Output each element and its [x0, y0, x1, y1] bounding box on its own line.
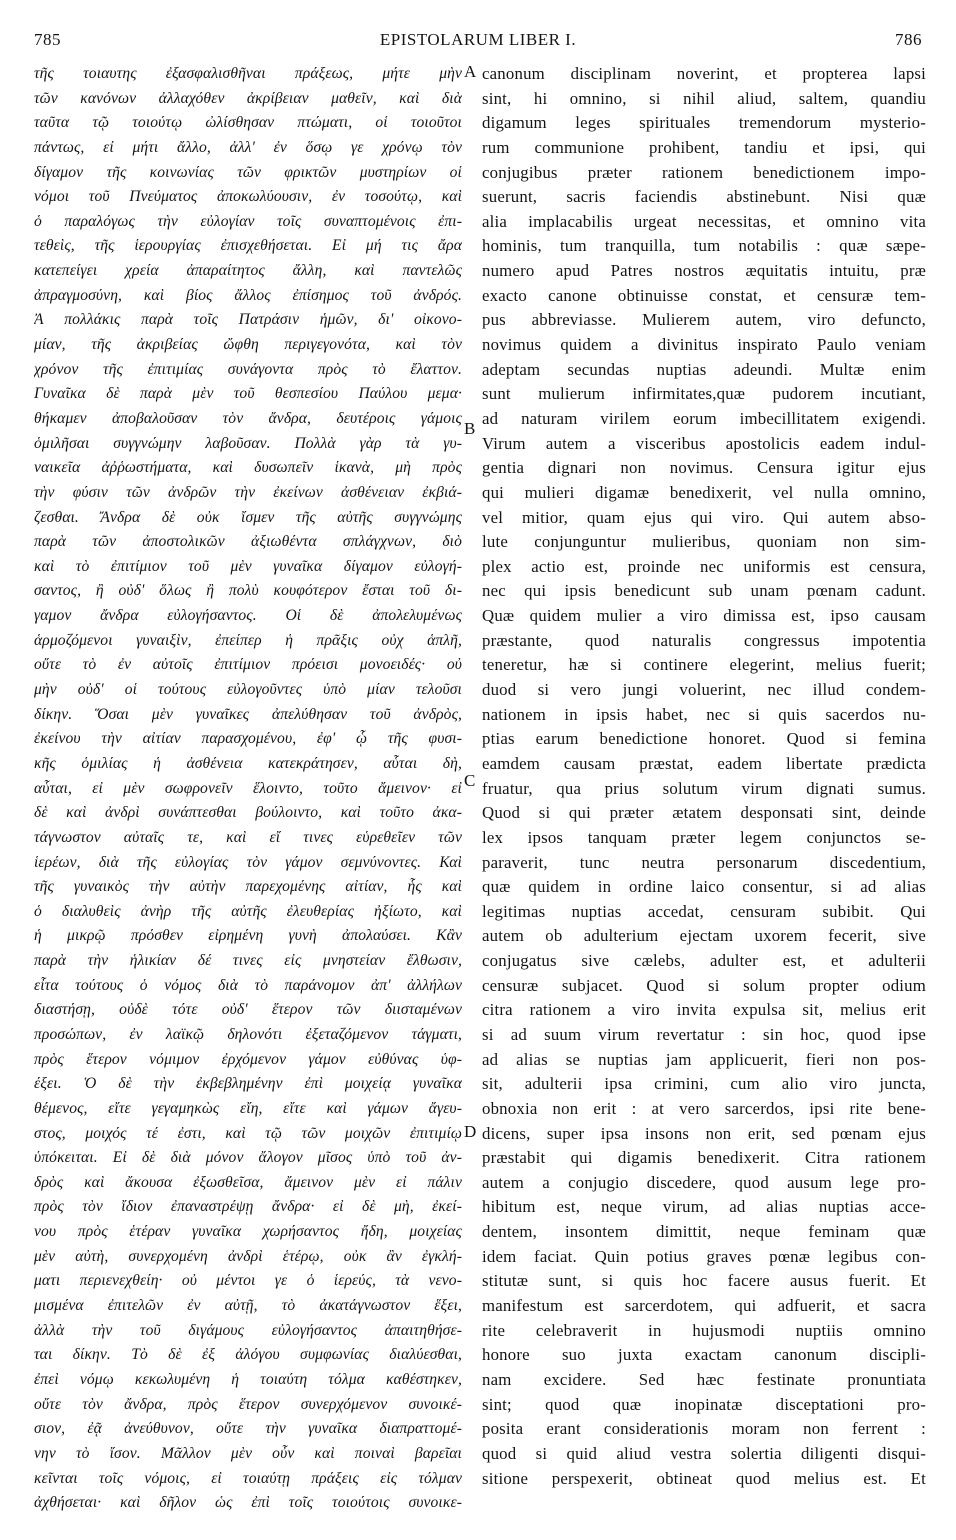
greek-text-line: διαστήσῃ, οὐδὲ τότε οὐδ' ἕτερον τῶν διισταμένων [34, 1001, 462, 1019]
latin-text-line: præstabit qui digamis benedixerit. Citra rationem [482, 1148, 926, 1168]
greek-text-line: ματι περιενεχθείη· οὐ μέντοι γε ὁ ἱερεύς, τὰ νενο- [34, 1272, 462, 1290]
latin-text-line: si ad suum virum revertatur : sin hoc, quod ipse [482, 1024, 926, 1044]
greek-text-line: μισμένα ἐπιτελῶν ἐν αὐτῇ, τὸ ἀκατάγνωστον ἕξει, [34, 1297, 462, 1315]
margin-letter-b: B [464, 419, 476, 438]
latin-text-line: conjugibus præter rationem benedictionem impo- [482, 162, 926, 182]
greek-text-line: δίγαμον τῆς κοινωνίας τῶν φρικτῶν μυστηρίων οἱ [34, 163, 462, 181]
greek-text-line: πάντως, εἰ μήτι ἄλλο, ἀλλ' ἐν ὅσῳ γε χρόνῳ τὸν [34, 138, 462, 156]
greek-text-line: κατεπείγει χρεία ἀπαραίτητος ἄλλη, καὶ παντελῶς [34, 262, 462, 280]
latin-text-line: dentem, insontem dimittit, neque feminam quæ [482, 1222, 926, 1242]
latin-text-line: conjugatus sive cælebs, adulter est, et adulterii [482, 951, 926, 971]
latin-text-line: stitutæ sunt, si quis hoc facere ausus fuerit. Et [482, 1271, 926, 1291]
greek-text-line: ται δίκην. Τὸ δὲ ἐξ ἀλόγου συμφωνίας διαλύεσθαι, [34, 1346, 462, 1364]
latin-text-line: autem ob adulterium ejectam uxorem fecerit, sive [482, 926, 926, 946]
latin-text-line: sint; quod quæ inopinatæ disceptationi pro- [482, 1394, 926, 1414]
latin-text-line: gentia dignari non novimus. Censura igitur ejus [482, 458, 926, 478]
latin-text-line: honore suo juxta exactam canonum discipli- [482, 1345, 926, 1365]
latin-text-line: rite celebraverit in hujusmodi nuptiis omnino [482, 1320, 926, 1340]
greek-text-line: ζεσθαι. Ἄνδρα δὲ οὐκ ἴσμεν τῆς αὐτῆς συγγνώμης [34, 508, 462, 526]
latin-text-line: ad alias se nuptias jam applicuerit, fieri non pos- [482, 1049, 926, 1069]
latin-text-line: legitimas nuptias accedat, censuram subibit. Qui [482, 901, 926, 921]
latin-text-line: Quod si qui præter ætatem desponsati sint, deinde [482, 803, 926, 823]
greek-text-line: ναικεῖα ἀῤῥωστήματα, καὶ δυσωπεῖν ἱκανὰ, μὴ πρὸς [34, 459, 462, 477]
latin-text-line: plex actio est, proinde nec uniformis est censura, [482, 556, 926, 576]
greek-text-line: νου πρὸς ἑτέραν γυναῖκα χωρήσαντος ἤδη, μοιχείας [34, 1223, 462, 1241]
latin-text-line: hominis, tum tranquilla, tum notabilis : quæ sæpe- [482, 236, 926, 256]
latin-text-line: sint, hi omnino, si nihil aliud, saltem, quandiu [482, 88, 926, 108]
greek-text-line: καὶ τὸ ἐπιτίμιον τοῦ μὲν γυναῖκα δίγαμον εὐλογή- [34, 557, 462, 575]
greek-text-line: προσώπων, ἐν λαϊκῷ δηλονότι ἐξεταζόμενον τάγματι, [34, 1025, 462, 1043]
greek-text-line: τὴν φύσιν τῶν ἀνδρῶν τὴν ἐκείνων ἀσθένειαν ἐκβιά- [34, 483, 462, 501]
latin-text-line: numero apud Patres nostros æquitatis intuitu, præ [482, 261, 926, 281]
greek-text-line: πρὸς τὸν ἴδιον ἐπαναστρέψῃ ἄνδρα· εἰ δὲ μὴ, ἐκεί- [34, 1198, 462, 1216]
greek-text-line: νόμοι τοῦ Πνεύματος ἀποκωλύουσιν, ἐν τοσούτῳ, καὶ [34, 188, 462, 206]
latin-text-line: canonum disciplinam noverint, et propterea lapsi [482, 64, 926, 83]
margin-letter-a: A [464, 62, 477, 81]
greek-text-line: ὁ παραλόγως τὴν εὐλογίαν τοῖς συναπτομένοις ἐπι- [34, 212, 462, 230]
greek-text-line: στος, μοιχός τέ ἐστι, καὶ τῷ τῶν μοιχῶν ἐπιτιμίῳ [34, 1124, 462, 1142]
greek-text-line: μὲν αὐτὴ, συνερχομένη ἀνδρὶ ἑτέρῳ, οὐκ ἂν ἐγκλή- [34, 1247, 462, 1265]
latin-text-line: duod si vero jungi voluerint, nec illud condem- [482, 680, 926, 700]
latin-text-line: sitione perspexerit, obtineat quod melius est. Et [482, 1468, 926, 1488]
latin-text-line: digamum leges spirituales tremendorum mysterio- [482, 113, 926, 133]
greek-text-line: σιον, ἐᾷ ἀνεύθυνον, οὔτε τὴν γυναῖκα διαπραττομέ- [34, 1420, 462, 1438]
greek-text-line: έξει. Ὁ δὲ τὴν ἐκβεβλημένην ἐπὶ μοιχείᾳ γυναῖκα [34, 1075, 462, 1093]
greek-text-line: ἀλλὰ τὴν τοῦ διγάμους εὐλογήσαντος ἀπαιτηθήσε- [34, 1321, 462, 1339]
latin-text-line: exacto canone obtinuisse constat, et censuræ tem- [482, 285, 926, 305]
greek-text-line: ὁμιλῆσαι συγγνώμην λαβοῦσαν. Πολλὰ γὰρ τὰ γυ- [34, 434, 462, 452]
greek-text-line: ἐπεὶ νόμῳ κεκωλυμένη ἡ τοιαύτη τόλμα καθέστηκεν, [34, 1370, 462, 1388]
latin-text-line: censuræ subjacet. Quod si solum propter odium [482, 975, 926, 995]
greek-text-line: παρὰ τὴν ἡλικίαν δέ τινες εἰς μνηστείαν ἔλθωσιν, [34, 952, 462, 970]
greek-text-line: δρὸς καὶ ἄκουσα ἐξωσθεῖσα, ἄμεινον μὲν εἰ πάλιν [34, 1173, 462, 1191]
latin-text-line: dicens, super ipsa insons non erit, sed pœnam ejus [482, 1123, 926, 1143]
greek-text-line: ἁρμοζόμενοι γυναιξὶν, ἐπείπερ ἡ πρᾶξις οὐχ ἁπλῆ, [34, 631, 462, 649]
greek-text-line: τάγνωστον αὐταῖς τε, καὶ εἴ τινες εὑρεθεῖεν τῶν [34, 828, 462, 846]
greek-text-line: δὲ καὶ ἀνδρὶ συνάπτεσθαι βούλοιντο, καὶ τοῦτο ἀκα- [34, 804, 462, 822]
margin-letter-c: C [464, 771, 476, 790]
latin-text-line: rum communione prohibent, tandiu et ipsi, qui [482, 137, 926, 157]
latin-text-line: alia implacabilis urgeat necessitas, et omnino vita [482, 211, 926, 231]
latin-text-line: posita erant considerationis moram non ferrent : [482, 1419, 926, 1439]
greek-text-line: θήκαμεν ἀποβαλοῦσαν τὸν ἄνδρα, δευτέροις γάμοις [34, 409, 462, 427]
greek-text-line: θέμενος, εἴτε γεγαμηκὼς εἴη, εἴτε καὶ γάμων ἄγευ- [34, 1099, 462, 1117]
left-page-number: 785 [34, 30, 61, 49]
latin-text-line: ptias earum benedictione honoret. Quod si femina [482, 729, 926, 749]
greek-text-line: Γυναῖκα δὲ παρὰ μὲν τοῦ θεσπεσίου Παύλου μεμα· [34, 385, 462, 403]
greek-text-line: νην τὸ ἴσον. Μᾶλλον μὲν οὖν καὶ ποιναὶ βαρεῖαι [34, 1444, 462, 1462]
latin-text-line: pus abbreviasse. Mulierem autem, viro defuncto, [482, 310, 926, 330]
greek-text-line: Ἀ πολλάκις παρὰ τοῖς Πατράσιν ἡμῶν, δι' οἰκονο- [34, 311, 462, 329]
latin-text-line: vel mitior, quam ejus qui viro. Qui autem abso- [482, 507, 926, 527]
greek-text-line: ταῦτα τῷ τοιούτῳ ὠλίσθησαν πτώματι, οἱ τοιοῦτοι [34, 114, 462, 132]
latin-text-line: quod si quid aliud vestra solertia diligenti disqui- [482, 1443, 926, 1463]
latin-text-line: Quæ quidem mulier a viro dimissa est, ipso causam [482, 606, 926, 626]
latin-text-line: nationem in ipsis habet, nec si quis sacerdos nu- [482, 704, 926, 724]
greek-text-line: πρὸς ἕτερον νόμιμον ἐρχόμενον γάμον εὐθύνας ὑφ- [34, 1050, 462, 1068]
latin-text-line: manifestum est sarcerdotem, qui adfuerit, et sacra [482, 1296, 926, 1316]
latin-text-column [482, 62, 926, 1491]
greek-text-line: κῆς ὁμιλίας ἡ ἀσθένεια κατεκράτησεν, αὗται δὴ, [34, 754, 462, 772]
margin-letter-d: D [464, 1122, 477, 1141]
greek-text-line: δίκην. Ὅσαι μὲν γυναῖκες ἀπελύθησαν τοῦ ἀνδρὸς, [34, 705, 462, 723]
right-page-number: 786 [895, 30, 922, 49]
latin-text-line: teneretur, hæ si continere elegerint, melius fuerit; [482, 655, 926, 675]
greek-text-line: σαντος, ἢ οὐδ' ὅλως ἢ πολὺ κουφότερον ἔσται τοῦ δι- [34, 582, 462, 600]
greek-text-line: χρόνον τῆς ἐπιτιμίας συνάγοντα πρὸς τὸ ἔλαττον. [34, 360, 462, 378]
running-title: EPISTOLARUM LIBER I. [379, 30, 577, 49]
greek-text-line: τῆς γυναικὸς τὴν αὐτὴν παρεχομένης αἰτίαν, ἧς καὶ [34, 878, 462, 896]
greek-text-line: ἐκείνου τὴν αἰτίαν παρασχομένου, ἐφ' ᾧ τῆς φυσι- [34, 730, 462, 748]
latin-text-line: quæ quidem in ordine laico consentur, si ad alias [482, 877, 926, 897]
greek-text-line: ἱερέων, διὰ τῆς εὐλογίας τὸν γάμον σεμνύνοντες. Καὶ [34, 853, 462, 871]
greek-text-line: εἶτα τούτους ὁ νόμος διὰ τὸ παράνομον ἀπ' ἀλλήλων [34, 976, 462, 994]
greek-text-line: ἀχθήσεται· καὶ δῆλον ὡς ἐπὶ τοῖς τοιούτοις συνοικε- [34, 1494, 462, 1512]
greek-text-line: μίαν, τῆς ἀκριβείας ὤφθη περιγεγονότα, καὶ τὸν [34, 336, 462, 354]
latin-text-line: nec qui ipsis benedicunt sub unam pœnam cadunt. [482, 581, 926, 601]
latin-text-line: Virum autem a visceribus apostolicis eadem indul- [482, 433, 926, 453]
latin-text-line: citra rationem a viro invita expulsa sit, melius erit [482, 1000, 926, 1020]
latin-text-line: nam excidere. Sed hæc festinate pronuntiata [482, 1369, 926, 1389]
greek-text-line: παρὰ τῶν ἀποστολικῶν ἀξιωθέντα σπλάγχνων, διὸ [34, 533, 462, 551]
latin-text-line: lute conjunguntur mulieribus, quoniam non sim- [482, 532, 926, 552]
latin-text-line: adeptam secundas nuptias adeundi. Multæ enim [482, 359, 926, 379]
greek-text-line: ὑπόκειται. Εἰ δὲ διὰ μόνον ἄλογον μῖσος ὑπὸ τοῦ ἀν- [34, 1149, 462, 1167]
latin-text-line: hibitum est, neque virum, ad alias nuptias acce- [482, 1197, 926, 1217]
latin-text-line: obnoxia non erit : at vero sarcerdos, ipsi rite bene- [482, 1098, 926, 1118]
latin-text-line: qui mulieri digamæ benedixerit, vel nulla omnino, [482, 482, 926, 502]
greek-text-line: τῶν κανόνων ἀλλαχόθεν ἀκρίβειαν μαθεῖν, καὶ διὰ [34, 89, 462, 107]
greek-text-line: γαμον ἄνδρα εὐλογήσαντος. Οἱ δὲ ἀπολελυμένως [34, 607, 462, 625]
greek-text-line: κεῖνται τοῖς νόμοις, εἰ τοιαύτῃ πράξεις εἰς τόλμαν [34, 1469, 462, 1487]
greek-text-column [34, 62, 462, 1516]
latin-text-line: eamdem causam præstat, eadem libertate prædicta [482, 753, 926, 773]
latin-text-line: lex ipsos tanquam præter legem conjunctos se- [482, 827, 926, 847]
greek-text-line: οὔτε τὸ ἐν αὐτοῖς ἐπιτίμιον πρόεισι μονοειδές· οὐ [34, 656, 462, 674]
greek-text-line: οὔτε τὸν ἄνδρα, πρὸς ἕτερον συνερχόμενον συνοικέ- [34, 1395, 462, 1413]
greek-text-line: τῆς τοιαυτης ἐξασφαλισθῆναι πράξεως, μήτε μὴν [34, 65, 462, 82]
latin-text-line: fruatur, qua prius solutum virum dignati sumus. [482, 778, 926, 798]
latin-text-line: paraverit, tunc neutra personarum discedentium, [482, 852, 926, 872]
latin-text-line: sit, adulterii ipsa crimini, cum alio viro juncta, [482, 1074, 926, 1094]
latin-text-line: novimus quidem a divinitus inspirato Paulo veniam [482, 335, 926, 355]
greek-text-line: ἡ μικρῷ πρόσθεν εἰρημένη γυνὴ ἀπολαύσει. Κἂν [34, 927, 462, 945]
latin-text-line: præstante, quod naturalis congressus impotentia [482, 630, 926, 650]
latin-text-line: sunt mulierum infirmitates,quæ pudorem incutiant, [482, 384, 926, 404]
greek-text-line: ἀπραγμοσύνη, καὶ βίος ἄλλος ἐπίσημος τοῦ ἀνδρός. [34, 286, 462, 304]
greek-text-line: τεθεὶς, τῆς ἱερουργίας ἐπισχεθήσεται. Εἰ μή τις ἄρα [34, 237, 462, 255]
latin-text-line: ad naturam virilem eorum imbecillitatem exigendi. [482, 408, 926, 428]
latin-text-line: suerunt, sacris faciendis abstinebunt. Nisi quæ [482, 187, 926, 207]
latin-text-line: idem faciat. Quin potius graves pœnæ legibus con- [482, 1246, 926, 1266]
greek-text-line: ὁ διαλυθεὶς ἀνὴρ τῆς αὐτῆς ἐλευθερίας ἠξίωτο, καὶ [34, 902, 462, 920]
greek-text-line: μὴν οὐδ' οἱ τούτους εὐλογοῦντες ὑπὸ μίαν τελοῦσι [34, 681, 462, 699]
greek-text-line: αὗται, εἰ μὲν σωφρονεῖν ἕλοιντο, τοῦτο ἄμεινον· εἰ [34, 779, 462, 797]
latin-text-line: autem a conjugio discedere, quod ausum lege pro- [482, 1172, 926, 1192]
